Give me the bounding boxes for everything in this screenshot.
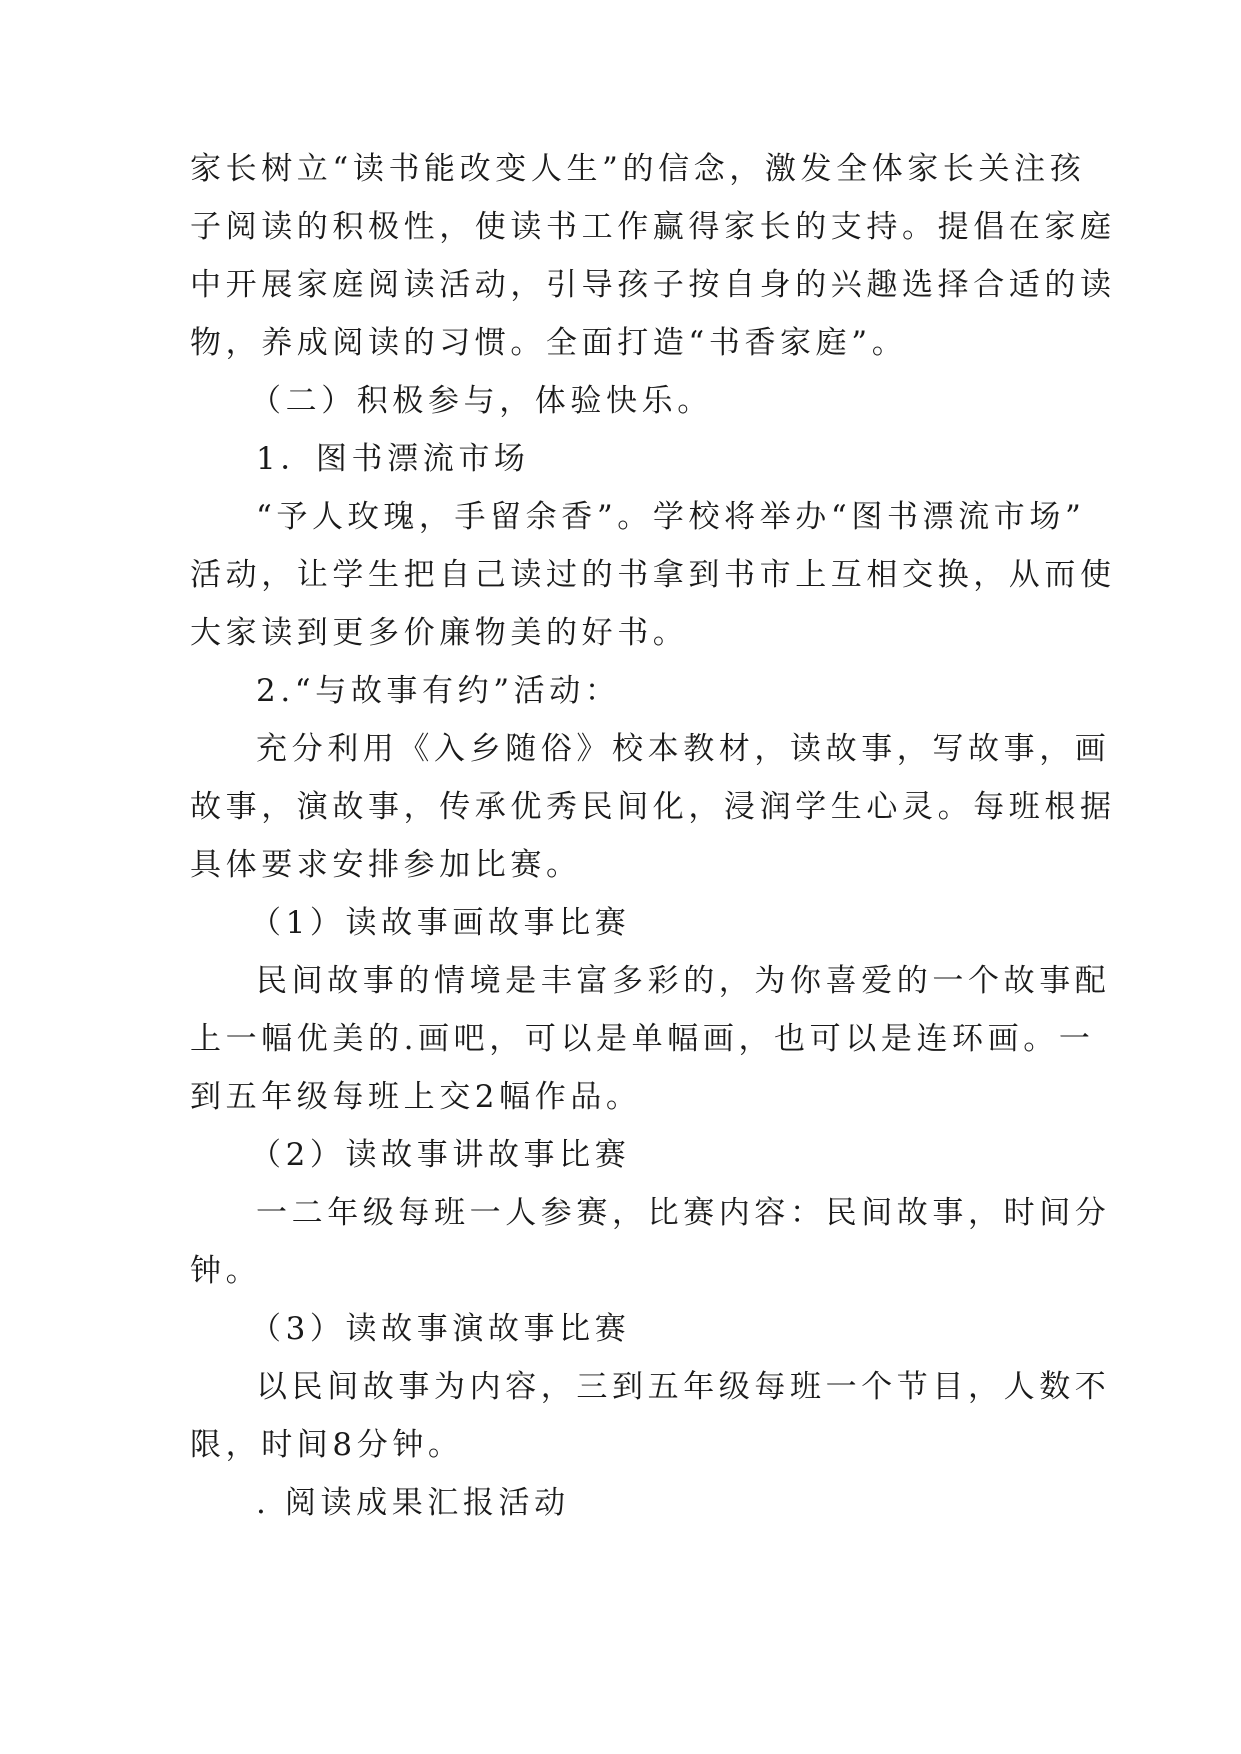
paragraph-line: 上一幅优美的.画吧，可以是单幅画，也可以是连环画。一 bbox=[190, 1021, 1095, 1057]
paragraph-line: 以民间故事为内容，三到五年级每班一个节目，人数不 bbox=[256, 1369, 1111, 1405]
paragraph-line: 家长树立“读书能改变人生”的信念，激发全体家长关注孩 bbox=[190, 151, 1086, 187]
paragraph-line: 一二年级每班一人参赛，比赛内容：民间故事，时间分 bbox=[256, 1195, 1111, 1231]
item-heading: （1）读故事画故事比赛 bbox=[250, 905, 631, 941]
paragraph-line: 民间故事的情境是丰富多彩的，为你喜爱的一个故事配 bbox=[256, 963, 1111, 999]
subsection-heading: . 阅读成果汇报活动 bbox=[256, 1485, 570, 1521]
paragraph-line: 物，养成阅读的习惯。全面打造“书香家庭”。 bbox=[190, 325, 908, 361]
paragraph-line: 活动，让学生把自己读过的书拿到书市上互相交换，从而使 bbox=[190, 557, 1116, 593]
paragraph-line: 子阅读的积极性，使读书工作赢得家长的支持。提倡在家庭 bbox=[190, 209, 1116, 245]
paragraph-line: 中开展家庭阅读活动，引导孩子按自身的兴趣选择合适的读 bbox=[190, 267, 1116, 303]
paragraph-line: “予人玫瑰，手留余香”。学校将举办“图书漂流市场” bbox=[256, 499, 1086, 535]
paragraph-line: 限，时间8分钟。 bbox=[190, 1427, 464, 1463]
paragraph-line: 故事，演故事，传承优秀民间化，浸润学生心灵。每班根据 bbox=[190, 789, 1116, 825]
section-heading: （二）积极参与，体验快乐。 bbox=[250, 383, 713, 419]
paragraph-line: 大家读到更多价廉物美的好书。 bbox=[190, 615, 689, 651]
item-heading: （3）读故事演故事比赛 bbox=[250, 1311, 631, 1347]
paragraph-line: 充分利用《入乡随俗》校本教材，读故事，写故事，画 bbox=[256, 731, 1111, 767]
paragraph-line: 具体要求安排参加比赛。 bbox=[190, 847, 582, 883]
paragraph-line: 钟。 bbox=[190, 1253, 262, 1289]
item-heading: （2）读故事讲故事比赛 bbox=[250, 1137, 631, 1173]
subsection-heading: 1．图书漂流市场 bbox=[256, 441, 530, 477]
paragraph-line: 到五年级每班上交2幅作品。 bbox=[190, 1079, 642, 1115]
subsection-heading: 2.“与故事有约”活动： bbox=[256, 673, 621, 709]
